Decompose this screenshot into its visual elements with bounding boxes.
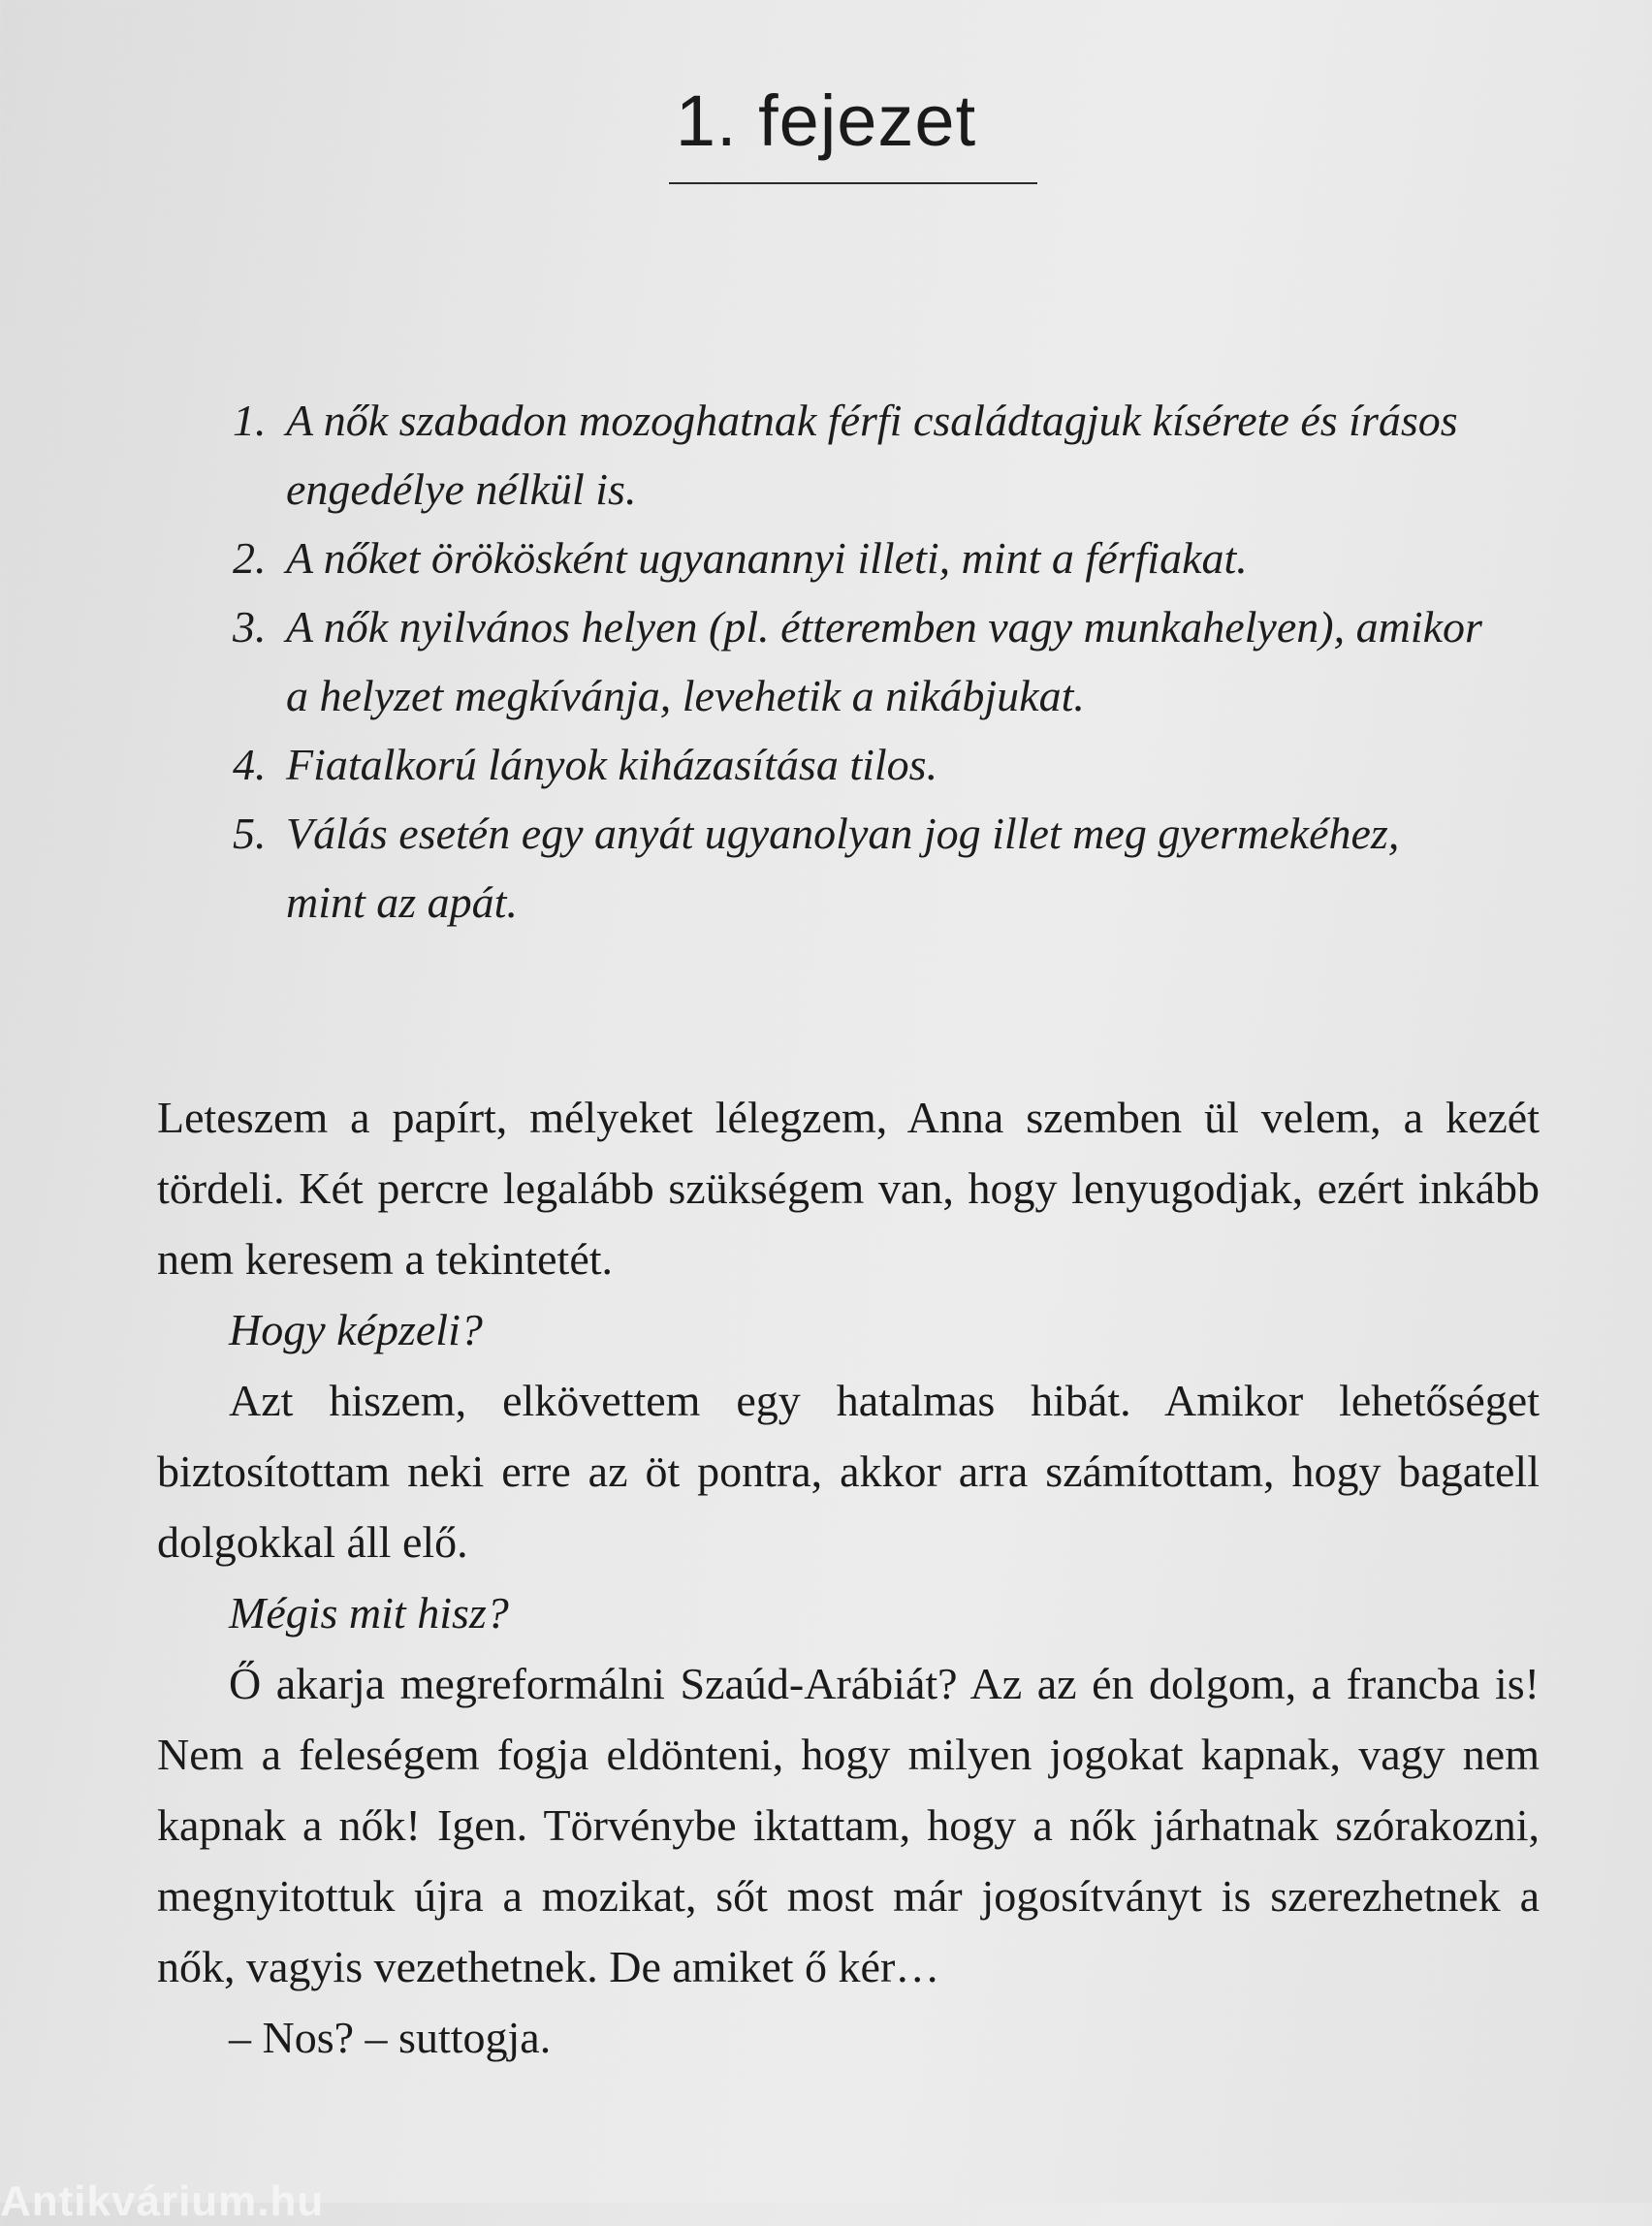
chapter-title: 1. fejezet [675, 80, 977, 161]
paragraph: Azt hiszem, elkövettem egy hatalmas hibát. Amikor lehetőséget biztosítottam neki erre az öt pontra, akkor arra számítottam, hogy bagatell dolgokkal áll elő. [157, 1376, 1540, 1567]
list-item-text: Válás esetén egy anyát ugyanolyan jog illet meg gyermekéhez, mint az apát. [286, 809, 1400, 927]
list-item [233, 799, 1483, 937]
list-item-number: 4. [233, 740, 267, 789]
list-item-text: A nőket örökösként ugyanannyi illeti, mint a férfiakat. [286, 533, 1248, 583]
paragraph: Leteszem a papírt, mélyeket lélegzem, Anna szemben ül velem, a kezét tördeli. Két percre legalább szükségem van, hogy lenyugodjak, ezért inkább nem keresem a tekintetét. [157, 1093, 1540, 1284]
watermark: Antikvárium.hu [0, 2178, 325, 2225]
body-text [157, 1082, 1540, 2073]
paragraph-thought: Mégis mit hisz? [229, 1588, 509, 1638]
paragraph-thought: Hogy képzeli? [229, 1305, 483, 1354]
rules-list [233, 386, 1483, 937]
list-item [233, 524, 1483, 592]
list-item-text: A nők szabadon mozoghatnak férfi családtagjuk kísérete és írásos engedélye nélkül is. [286, 396, 1458, 514]
list-item [233, 386, 1483, 524]
paragraph-dialogue: – Nos? – suttogja. [229, 2013, 552, 2062]
list-item-number: 5. [233, 809, 267, 858]
list-item-number: 1. [233, 396, 267, 445]
list-item-number: 2. [233, 533, 267, 583]
paragraph: Ő akarja megreformálni Szaúd-Arábiát? Az az én dolgom, a francba is! Nem a feleségem fogja eldönteni, hogy milyen jogokat kapnak, vagy nem kapnak a nők! Igen. Törvénybe iktattam, hogy a nők járhatnak szórakozni, megnyitottuk újra a mozikat, sőt most már jogosítványt is szerezhetnek a nők, vagyis vezethetnek. De amiket ő kér… [157, 1659, 1540, 1991]
list-item-text: A nők nyilvános helyen (pl. étteremben vagy munkahelyen), amikor a helyzet megkívánja, levehetik a nikábjukat. [286, 602, 1482, 720]
list-item [233, 592, 1483, 730]
list-item [233, 730, 1483, 799]
title-underline [669, 182, 1037, 184]
list-item-text: Fiatalkorú lányok kiházasítása tilos. [286, 740, 938, 789]
list-item-number: 3. [233, 602, 267, 652]
